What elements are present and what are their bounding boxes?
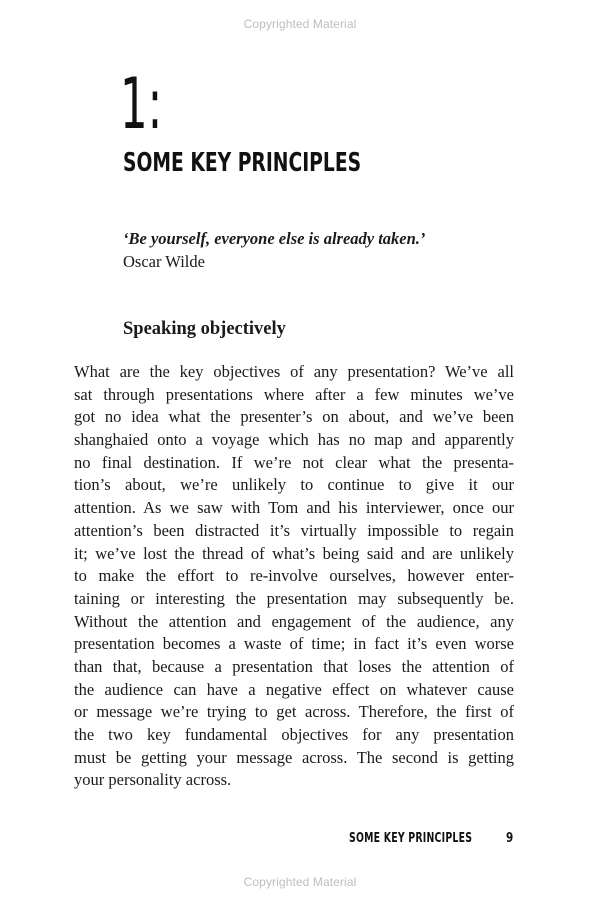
paragraph-line: got no idea what the presenter’s on about, and we’ve been (74, 407, 514, 427)
chapter-title: SOME KEY PRINCIPLES (123, 148, 362, 178)
paragraph-line: attention’s been distracted it’s virtually impossible to regain (74, 520, 514, 540)
page-footer (0, 829, 600, 849)
copyright-watermark-bottom: Copyrighted Material (243, 875, 357, 889)
paragraph-line: no final destination. If we’re not clear what the presenta- (74, 452, 514, 472)
paragraph-line: or message we’re trying to get across. Therefore, the first of (74, 702, 514, 722)
paragraph-line: tion’s about, we’re unlikely to continue to give it our (74, 475, 514, 495)
paragraph-line: the audience can have a negative effect on whatever cause (74, 679, 514, 699)
page-number: 9 (506, 831, 514, 846)
section-heading: Speaking objectively (123, 319, 286, 339)
paragraph-line: the two key fundamental objectives for any presentation (74, 725, 514, 744)
paragraph-line: your personality across. (74, 770, 232, 790)
epigraph (123, 227, 425, 273)
paragraph-line: to make the effort to re-involve ourselves, however enter- (74, 566, 514, 586)
epigraph-attribution: Oscar Wilde (123, 252, 205, 271)
paragraph-line: shanghaied onto a voyage which has no map and apparently (74, 430, 514, 450)
paragraph-line: Without the attention and engagement of the audience, any (74, 611, 514, 631)
epigraph-quote: ‘Be yourself, everyone else is already taken.’ (123, 229, 426, 248)
running-head: SOME KEY PRINCIPLES (349, 831, 473, 846)
paragraph-line: it; we’ve lost the thread of what’s being said and are unlikely (74, 543, 514, 563)
copyright-watermark-top: Copyrighted Material (243, 17, 357, 31)
paragraph-line: must be getting your message across. The second is getting (74, 747, 514, 767)
chapter-number: 1: (120, 63, 163, 145)
paragraph-line: sat through presentations where after a few minutes we’ve (74, 384, 514, 404)
paragraph-line: taining or interesting the presentation may subsequently be. (74, 588, 514, 608)
paragraph-line: presentation becomes a waste of time; in fact it’s even worse (74, 634, 514, 654)
paragraph-line: attention. As we saw with Tom and his interviewer, once our (74, 498, 514, 518)
paragraph-line: than that, because a presentation that loses the attention of (74, 656, 514, 676)
body-paragraph (74, 361, 514, 792)
paragraph-line: What are the key objectives of any presentation? We’ve all (74, 362, 514, 381)
